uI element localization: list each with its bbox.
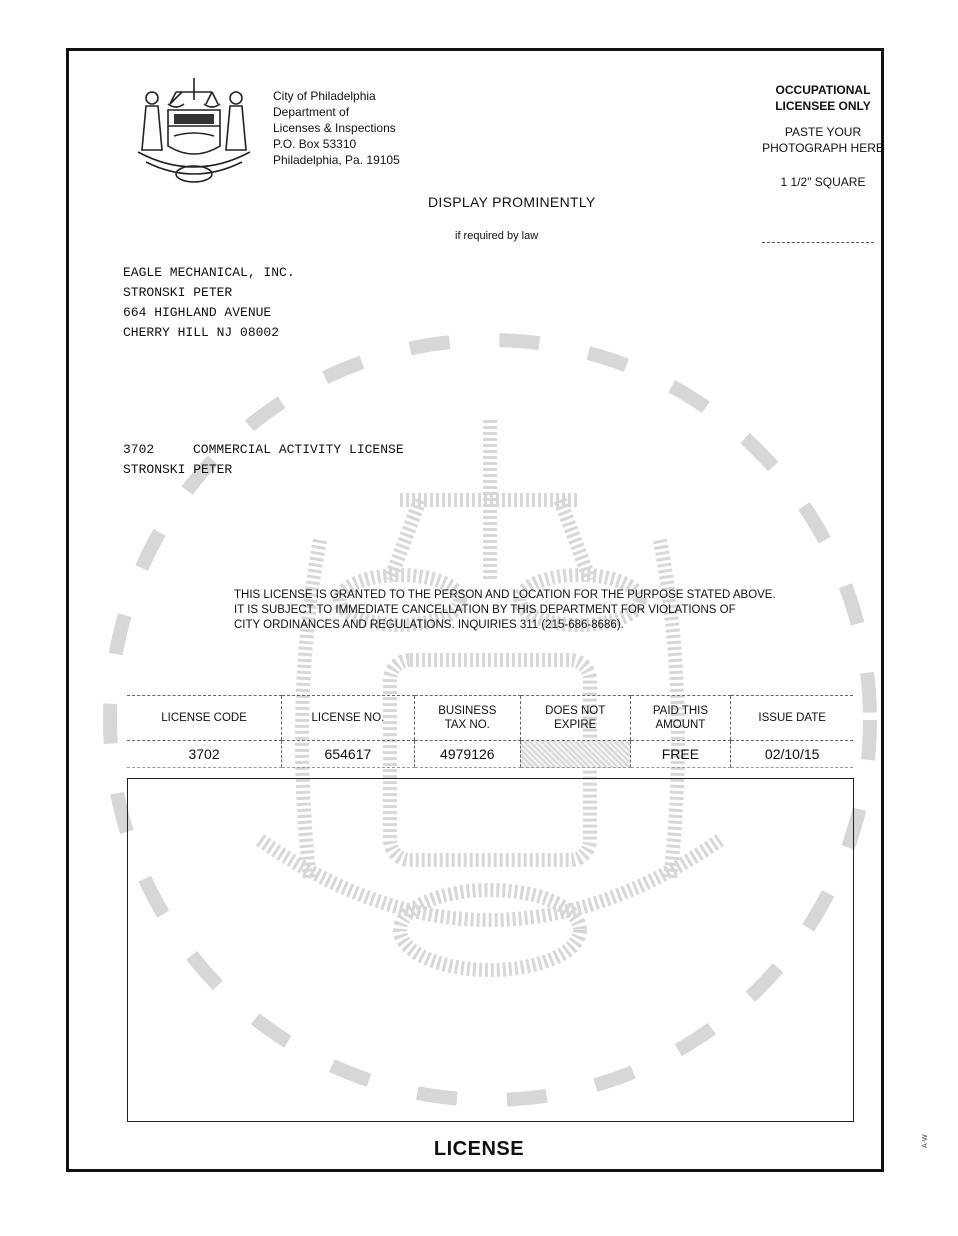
agency-line: Department of <box>273 105 350 119</box>
license-description <box>123 440 404 480</box>
license-details-table <box>127 695 853 768</box>
notice-line: CITY ORDINANCES AND REGULATIONS. INQUIRIES 311 (215-686-8686). <box>234 619 624 631</box>
value-license-no: 654617 <box>282 741 415 768</box>
value-license-code: 3702 <box>127 741 282 768</box>
address-line: 664 HIGHLAND AVENUE <box>123 305 272 320</box>
photo-size: 1 1/2" SQUARE <box>780 175 866 189</box>
display-heading: DISPLAY PROMINENTLY <box>428 194 596 210</box>
photo-divider <box>762 242 874 243</box>
license-type: COMMERCIAL ACTIVITY LICENSE <box>193 442 404 457</box>
header-business-tax-no: BUSINESS TAX NO. <box>414 696 520 741</box>
table-row <box>127 741 853 768</box>
agency-line: City of Philadelphia <box>273 89 376 103</box>
paste-instruction: PASTE YOUR <box>784 125 862 139</box>
occupational-photo-instructions <box>748 82 898 190</box>
city-seal-icon <box>124 70 264 188</box>
value-paid-amount: FREE <box>630 741 731 768</box>
license-notice <box>234 588 776 633</box>
license-type-code: 3702 <box>123 442 155 457</box>
value-business-tax-no: 4979126 <box>414 741 520 768</box>
photograph-box <box>127 778 854 1122</box>
header-does-not-expire: DOES NOT EXPIRE <box>520 696 630 741</box>
header-license-no: LICENSE NO. <box>282 696 415 741</box>
table-header-row <box>127 696 853 741</box>
header-issue-date: ISSUE DATE <box>731 696 853 741</box>
form-code: A-W <box>922 1134 929 1148</box>
agency-line: Licenses & Inspections <box>273 121 396 135</box>
required-note: if required by law <box>455 230 539 242</box>
license-holder: STRONSKI PETER <box>123 462 233 477</box>
notice-line: THIS LICENSE IS GRANTED TO THE PERSON AND LOCATION FOR THE PURPOSE STATED ABOVE. <box>234 589 776 601</box>
photograph-instruction: PHOTOGRAPH HERE <box>762 141 884 155</box>
value-does-not-expire <box>520 741 630 768</box>
agency-address <box>273 88 400 168</box>
notice-line: IT IS SUBJECT TO IMMEDIATE CANCELLATION BY THIS DEPARTMENT FOR VIOLATIONS OF <box>234 604 736 616</box>
licensee-address <box>123 263 295 343</box>
occupational-title: OCCUPATIONAL <box>775 83 871 97</box>
agency-line: Philadelphia, Pa. 19105 <box>273 153 400 167</box>
address-line: CHERRY HILL NJ 08002 <box>123 325 280 340</box>
header-paid-amount: PAID THIS AMOUNT <box>630 696 731 741</box>
address-line: EAGLE MECHANICAL, INC. <box>123 265 295 280</box>
header-license-code: LICENSE CODE <box>127 696 282 741</box>
address-line: STRONSKI PETER <box>123 285 233 300</box>
license-title: LICENSE <box>433 1138 525 1160</box>
agency-line: P.O. Box 53310 <box>273 137 357 151</box>
value-issue-date: 02/10/15 <box>731 741 853 768</box>
licensee-only-title: LICENSEE ONLY <box>775 99 871 113</box>
